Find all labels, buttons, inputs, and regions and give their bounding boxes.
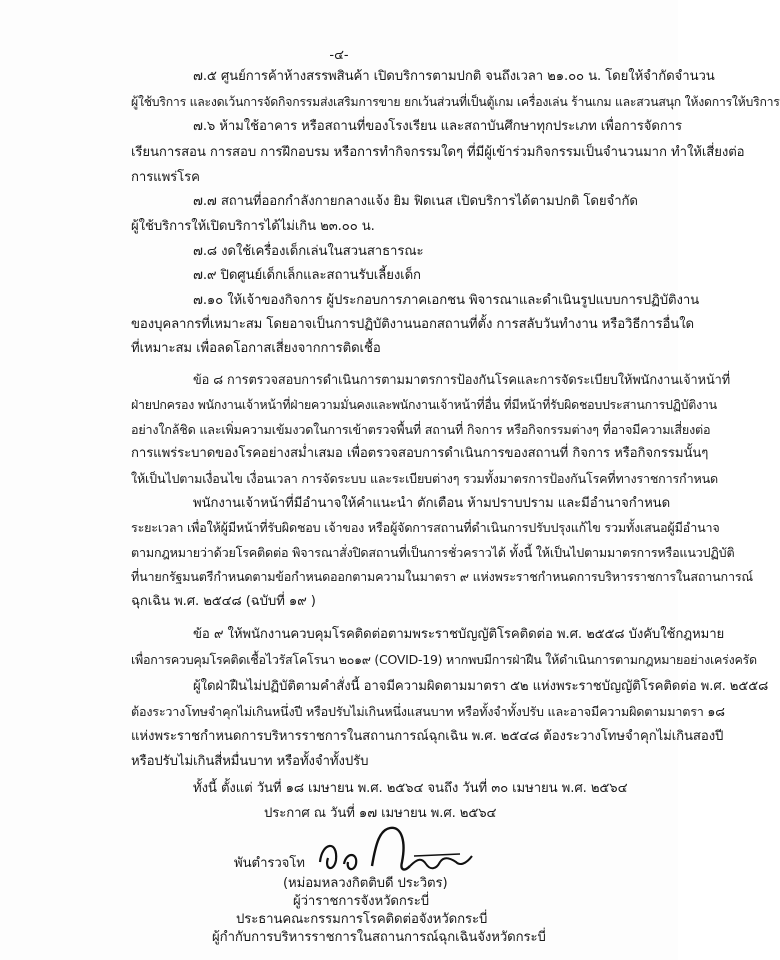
paragraph-line: ๗.๕ ศูนย์การค้าห้างสรรพสินค้า เปิดบริการตามปกติ จนถึงเวลา ๒๑.๐๐ น. โดยให้จำกัดจำนวน xyxy=(193,69,715,84)
paragraph-line: พนักงานเจ้าหน้าที่มีอำนาจให้คำแนะนำ ตักเตือน ห้ามปราบปราม และมีอำนาจกำหนด xyxy=(193,496,671,511)
paragraph-line: ๗.๗ สถานที่ออกกำลังกายกลางแจ้ง ยิม ฟิตเนส เปิดบริการได้ตามปกติ โดยจำกัด xyxy=(193,194,638,209)
paragraph-line: อย่างใกล้ชิด และเพิ่มความเข้มงวดในการเข้าตรวจพื้นที่ สถานที่ กิจการ หรือกิจกรรมต่างๆ ที่อาจมีความเสี่ยงต่อ xyxy=(131,422,711,437)
paragraph-line: ที่นายกรัฐมนตรีกำหนดตามข้อกำหนดออกตามความในมาตรา ๙ แห่งพระราชกำหนดการบริหารราชการในสถานการณ์ xyxy=(131,569,753,584)
signer-title-governor: ผู้ว่าราชการจังหวัดกระบี่ xyxy=(293,894,429,909)
signer-title-committee: ประธานคณะกรรมการโรคติดต่อจังหวัดกระบี่ xyxy=(236,912,488,927)
page-number: -๔- xyxy=(329,48,349,63)
paragraph-line: หรือปรับไม่เกินสี่หมื่นบาท หรือทั้งจำทั้งปรับ xyxy=(131,754,369,769)
paragraph-line: ๗.๙ ปิดศูนย์เด็กเล็กและสถานรับเลี้ยงเด็ก xyxy=(193,268,421,283)
effective-period: ทั้งนี้ ตั้งแต่ วันที่ ๑๘ เมษายน พ.ศ. ๒๕๖๔ จนถึง วันที่ ๓๐ เมษายน พ.ศ. ๒๕๖๔ xyxy=(193,781,628,796)
paragraph-line: ผู้ใช้บริการ และงดเว้นการจัดกิจกรรมส่งเสริมการขาย ยกเว้นส่วนที่เป็นตู้เกม เครื่องเล่น ร้านเกม และสวนสนุก ให้งดการให้บริการ xyxy=(131,95,780,109)
paragraph-line: การแพร่ระบาดของโรคอย่างสม่ำเสมอ เพื่อตรวจสอบการดำเนินการของสถานที่ กิจการ หรือกิจกรรมนั้นๆ xyxy=(131,446,709,461)
paragraph-line: ข้อ ๙ ให้พนักงานควบคุมโรคติดต่อตามพระราชบัญญัติโรคติดต่อ พ.ศ. ๒๕๕๘ บังคับใช้กฎหมาย xyxy=(193,627,725,642)
paragraph-line: แห่งพระราชกำหนดการบริหารราชการในสถานการณ์ฉุกเฉิน พ.ศ. ๒๕๔๘ ต้องระวางโทษจำคุกไม่เกินสองปี xyxy=(131,729,724,744)
paragraph-line: เพื่อการควบคุมโรคติดเชื้อไวรัสโคโรนา ๒๐๑๙ (COVID-19) หากพบมีการฝ่าฝืน ให้ดำเนินการตามกฎหมายอย่างเคร่งครัด xyxy=(131,652,757,667)
signature xyxy=(310,822,480,882)
paragraph-line: เรียนการสอน การสอบ การฝึกอบรม หรือการทำกิจกรรมใดๆ ที่มีผู้เข้าร่วมกิจกรรมเป็นจำนวนมาก ทำให้เสี่ยงต่อ xyxy=(131,145,745,160)
paragraph-line: ให้เป็นไปตามเงื่อนไข เงื่อนเวลา การจัดระบบ และระเบียบต่างๆ รวมทั้งมาตรการป้องกันโรคที่ทางราชการกำหนด xyxy=(131,471,719,486)
paragraph-line: ๗.๘ งดใช้เครื่องเด็กเล่นในสวนสาธารณะ xyxy=(193,244,424,259)
paragraph-line: ของบุคลากรที่เหมาะสม โดยอาจเป็นการปฏิบัติงานนอกสถานที่ตั้ง การสลับวันทำงาน หรือวิธีการอื่นใด xyxy=(131,317,695,332)
signer-name: (หม่อมหลวงกิตติบดี ประวิตร) xyxy=(283,876,448,891)
signer-title-emergency: ผู้กำกับการบริหารราชการในสถานการณ์ฉุกเฉินจังหวัดกระบี่ xyxy=(212,930,546,945)
paragraph-line: ผู้ใดฝ่าฝืนไม่ปฏิบัติตามคำสั่งนี้ อาจมีความผิดตามมาตรา ๕๒ แห่งพระราชบัญญัติโรคติดต่อ พ.ศ. ๒๕๕๘ xyxy=(193,679,769,694)
paragraph-line: ที่เหมาะสม เพื่อลดโอกาสเสี่ยงจากการติดเชื้อ xyxy=(131,341,381,356)
paragraph-line: ข้อ ๘ การตรวจสอบการดำเนินการตามมาตรการป้องกันโรคและการจัดระเบียบให้พนักงานเจ้าหน้าที่ xyxy=(193,373,731,388)
paragraph-line: ๗.๖ ห้ามใช้อาคาร หรือสถานที่ของโรงเรียน และสถาบันศึกษาทุกประเภท เพื่อการจัดการ xyxy=(193,119,683,134)
paragraph-line: ระยะเวลา เพื่อให้ผู้มีหน้าที่รับผิดชอบ เจ้าของ หรือผู้จัดการสถานที่ดำเนินการปรับปรุงแก้ไข รวมทั้งเสนอผู้มีอำนาจ xyxy=(131,520,720,535)
paragraph-line: ตามกฎหมายว่าด้วยโรคติดต่อ พิจารณาสั่งปิดสถานที่เป็นการชั่วคราวได้ ทั้งนี้ ให้เป็นไปตามมาตรการหรือแนวปฏิบัติ xyxy=(131,545,735,560)
paragraph-line: ๗.๑๐ ให้เจ้าของกิจการ ผู้ประกอบการภาคเอกชน พิจารณาและดำเนินรูปแบบการปฏิบัติงาน xyxy=(193,293,700,308)
signer-rank: พันตำรวจโท xyxy=(234,856,305,871)
paragraph-line: การแพร่โรค xyxy=(131,170,200,185)
announcement-date: ประกาศ ณ วันที่ ๑๗ เมษายน พ.ศ. ๒๕๖๔ xyxy=(264,806,497,821)
paragraph-line: ต้องระวางโทษจำคุกไม่เกินหนึ่งปี หรือปรับไม่เกินหนึ่งแสนบาท หรือทั้งจำทั้งปรับ และอาจมีความผิดตามมาตรา ๑๘ xyxy=(131,704,725,719)
paragraph-line: ฉุกเฉิน พ.ศ. ๒๕๔๘ (ฉบับที่ ๑๙ ) xyxy=(131,594,316,609)
paragraph-line: ฝ่ายปกครอง พนักงานเจ้าหน้าที่ฝ่ายความมั่นคงและพนักงานเจ้าหน้าที่อื่น ที่มีหน้าที่รับผิดชอบประสานการปฏิบัติงาน xyxy=(131,397,717,412)
paragraph-line: ผู้ใช้บริการให้เปิดบริการได้ไม่เกิน ๒๓.๐๐ น. xyxy=(131,219,375,234)
